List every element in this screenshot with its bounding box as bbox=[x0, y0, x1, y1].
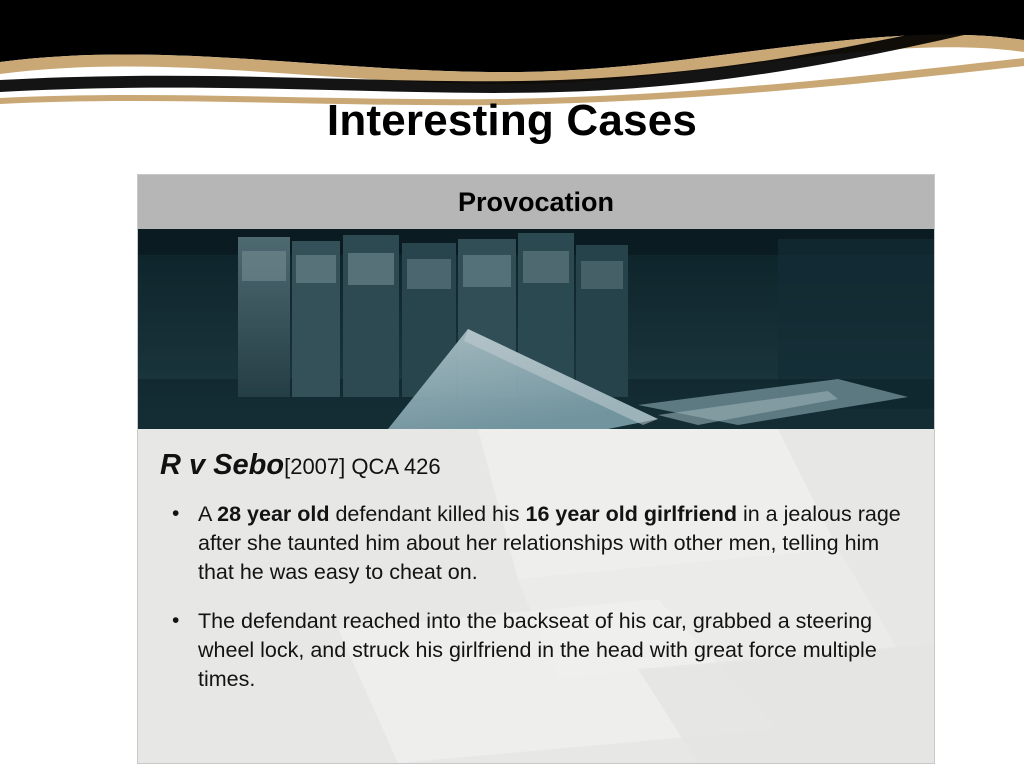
list-item bbox=[160, 500, 912, 587]
decorative-top-banner bbox=[0, 0, 1024, 110]
bullet-marker: • bbox=[172, 502, 180, 525]
bullet-segment: A bbox=[198, 502, 218, 526]
bullet-marker: • bbox=[172, 609, 180, 633]
bullet-segment: defendant killed his bbox=[329, 502, 526, 526]
bullet-text bbox=[198, 607, 912, 694]
card-body bbox=[138, 429, 934, 763]
case-name: R v Sebo bbox=[160, 449, 285, 481]
bullet-segment-bold: 28 year old bbox=[217, 502, 330, 526]
law-reports-books-photo bbox=[138, 229, 934, 429]
photo-graphic bbox=[138, 229, 934, 429]
bullet-segment-bold: 16 year old girlfriend bbox=[525, 502, 737, 526]
list-item bbox=[160, 607, 912, 694]
bullet-text bbox=[198, 500, 912, 587]
card-header-label: Provocation bbox=[457, 186, 615, 217]
page-title: Interesting Cases bbox=[326, 96, 698, 145]
content-card bbox=[137, 174, 935, 764]
case-citation-line bbox=[160, 449, 912, 482]
card-header bbox=[138, 175, 934, 229]
case-citation: [2007] QCA 426 bbox=[284, 454, 441, 479]
banner-graphic bbox=[0, 0, 1024, 110]
bullet-segment: in a jealous rage after she taunted him about her relationships with other men, telling him that he was easy to cheat on. bbox=[198, 502, 901, 585]
bullet-segment: The defendant reached into the backseat of his car, grabbed a steering wheel lock, and struck his girlfriend in the head with great force multiple times. bbox=[198, 609, 877, 692]
